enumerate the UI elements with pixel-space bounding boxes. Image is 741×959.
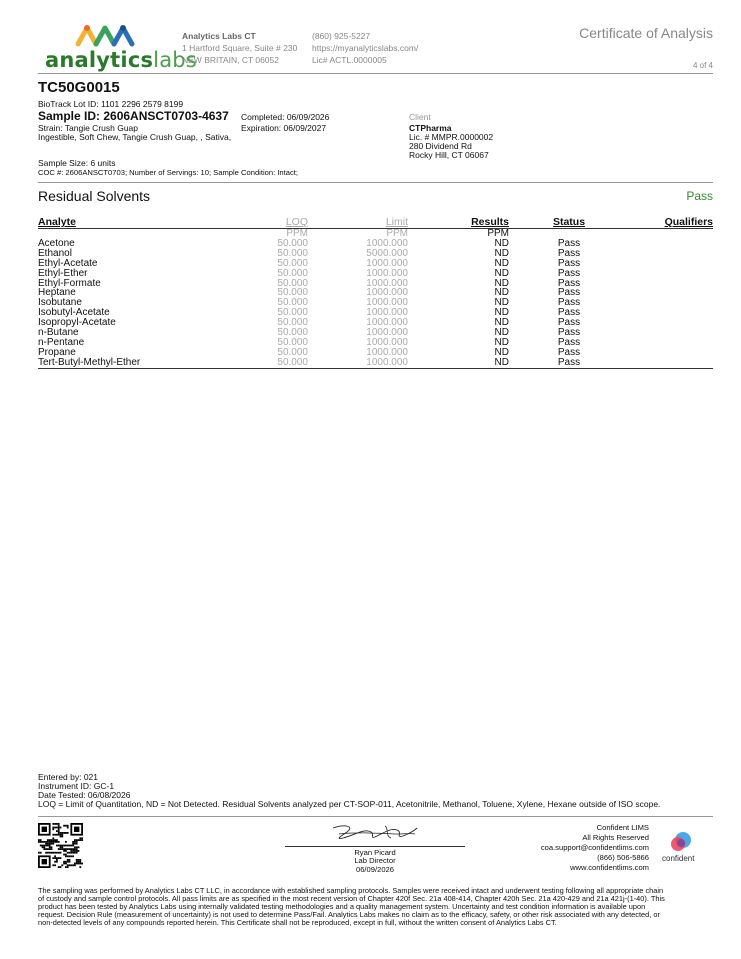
page-number: 4 of 4	[692, 61, 713, 70]
entered-by: Entered by: 021	[38, 772, 99, 782]
limit-cell: 1000.000	[366, 317, 408, 329]
instrument-id: Instrument ID: GC-1	[38, 781, 115, 791]
limit-cell: 1000.000	[366, 346, 408, 358]
qualifiers-cell	[629, 318, 713, 328]
loq-cell: 50.000	[277, 317, 308, 329]
result-cell: ND	[494, 297, 509, 309]
sample-code: TC50G0015	[38, 79, 120, 96]
expiration-date: Expiration: 06/09/2027	[241, 123, 327, 133]
result-cell: ND	[494, 257, 509, 269]
status-cell: Pass	[557, 257, 581, 269]
confident-logo-icon	[669, 831, 693, 853]
confident-web[interactable]: www.confidentlims.com	[570, 863, 649, 872]
date-tested: Date Tested: 06/08/2026	[38, 790, 131, 800]
limit-cell: 1000.000	[366, 336, 408, 348]
loq-cell: 50.000	[277, 307, 308, 319]
logo-text-bold: analytics	[45, 48, 154, 72]
signer-date: 06/09/2026	[355, 864, 394, 874]
disclaimer-line-5: non-detected levels of any compounds reported herein. This Certificate shall not be reproduced, except in full, without the written consent of Analytics Labs CT.	[38, 918, 557, 927]
qualifiers-cell	[629, 249, 713, 259]
loq-cell: 50.000	[277, 327, 308, 339]
limit-cell: 1000.000	[366, 267, 408, 279]
qualifiers-cell	[629, 298, 713, 308]
disclaimer-line-3: product has been tested by Analytics Labs using internally validated testing methodologies and a quality management system. Uncertainty and test condition information is available upon	[38, 902, 646, 911]
col-results: Results	[408, 216, 509, 229]
logo-mark-icon	[75, 22, 145, 48]
qualifiers-cell	[629, 239, 713, 249]
analyte-cell: Isobutane	[38, 297, 82, 309]
col-qualifiers: Qualifiers	[629, 216, 713, 229]
lab-name: Analytics Labs CT	[182, 31, 256, 41]
analyte-cell: Isopropyl-Acetate	[38, 317, 116, 329]
lab-phone: (860) 925-5227	[312, 31, 371, 41]
sample-size: Sample Size: 6 units	[38, 158, 116, 168]
status-cell: Pass	[557, 346, 581, 358]
client-license: Lic. # MMPR.0000002	[409, 132, 494, 142]
lab-website[interactable]: https://myanalyticslabs.com/	[312, 43, 419, 53]
analyte-cell: Ethyl-Acetate	[38, 257, 98, 269]
client-address-1: 280 Dividend Rd	[409, 141, 472, 151]
confident-info	[541, 823, 649, 873]
limit-cell: 1000.000	[308, 358, 408, 368]
status-cell: Pass	[557, 287, 581, 299]
loq-cell: 50.000	[277, 277, 308, 289]
limit-cell: 1000.000	[366, 307, 408, 319]
confident-rights: All Rights Reserved	[582, 833, 649, 842]
result-cell: ND	[494, 277, 509, 289]
loq-cell: 50.000	[277, 336, 308, 348]
biotrack-lot: BioTrack Lot ID: 1101 2296 2579 8199	[38, 99, 184, 109]
limit-cell: 1000.000	[366, 237, 408, 249]
status-cell: Pass	[557, 307, 581, 319]
limit-cell: 1000.000	[366, 287, 408, 299]
status-cell: Pass	[557, 297, 581, 309]
analyte-cell: Ethyl-Formate	[38, 277, 101, 289]
qualifiers-cell	[629, 338, 713, 348]
status-cell: Pass	[557, 267, 581, 279]
sample-description: Ingestible, Soft Chew, Tangie Crush Guap, , Sativa,	[38, 132, 232, 142]
status-cell: Pass	[557, 237, 581, 249]
qr-code-icon[interactable]	[38, 823, 83, 868]
col-limit: Limit	[308, 216, 408, 229]
doc-title: Certificate of Analysis	[579, 25, 713, 41]
unit-loq: PPM	[286, 228, 308, 239]
section-title: Residual Solvents	[38, 188, 151, 204]
strain: Strain: Tangie Crush Guap	[38, 123, 139, 133]
status-cell: Pass	[557, 317, 581, 329]
table-row	[38, 358, 713, 368]
confident-email[interactable]: coa.support@confidentlims.com	[540, 843, 649, 852]
sample-divider	[38, 182, 713, 183]
unit-results: PPM	[487, 228, 509, 239]
qualifiers-cell	[629, 328, 713, 338]
qualifiers-cell	[629, 288, 713, 298]
result-cell: ND	[494, 267, 509, 279]
result-cell: ND	[494, 247, 509, 259]
result-cell: ND	[494, 336, 509, 348]
analyte-cell: Isobutyl-Acetate	[38, 307, 110, 319]
loq-cell: 50.000	[218, 358, 308, 368]
status-cell: Pass	[509, 358, 629, 368]
lab-license: Lic# ACTL.0000005	[312, 55, 387, 65]
signer-block	[285, 849, 465, 874]
qualifiers-cell	[629, 358, 713, 368]
loq-cell: 50.000	[277, 237, 308, 249]
signer-name: Ryan Picard	[354, 848, 396, 857]
qualifiers-cell	[629, 348, 713, 358]
loq-cell: 50.000	[277, 257, 308, 269]
client-name: CTPharma	[409, 123, 452, 133]
signer-title: Lab Director	[354, 856, 396, 866]
header-divider	[38, 73, 713, 74]
lab-logo	[45, 22, 197, 72]
unit-limit: PPM	[386, 228, 408, 239]
completed-date: Completed: 06/09/2026	[241, 112, 330, 122]
loq-cell: 50.000	[277, 267, 308, 279]
coc-info: COC #: 2606ANSCT0703; Number of Servings: 10; Sample Condition: Intact;	[38, 168, 299, 177]
result-cell: ND	[494, 237, 509, 249]
limit-cell: 1000.000	[366, 327, 408, 339]
limit-cell: 5000.000	[366, 247, 408, 259]
analyte-cell: Tert-Butyl-Methyl-Ether	[38, 358, 218, 368]
limit-cell: 1000.000	[366, 297, 408, 309]
col-status: Status	[509, 216, 629, 229]
result-cell: ND	[494, 327, 509, 339]
confident-name: Confident LIMS	[596, 823, 649, 832]
loq-cell: 50.000	[277, 346, 308, 358]
section-status: Pass	[686, 189, 713, 203]
confident-phone: (866) 506-5866	[597, 853, 649, 862]
status-cell: Pass	[557, 277, 581, 289]
qualifiers-cell	[629, 259, 713, 269]
residual-solvents-table	[38, 216, 713, 369]
lab-address-2: NEW BRITAIN, CT 06052	[182, 55, 279, 65]
status-cell: Pass	[557, 336, 581, 348]
col-loq: LOQ	[218, 216, 308, 229]
analyte-cell: Propane	[38, 346, 76, 358]
analyte-cell: n-Pentane	[38, 336, 85, 348]
analyte-cell: Ethyl-Ether	[38, 267, 88, 279]
lab-address-1: 1 Hartford Square, Suite # 230	[182, 43, 298, 53]
confident-logo-label: confident	[662, 854, 695, 863]
disclaimer-line-2: of custody and sample control protocols. All pass limits are as specified in the most recent version of Chapter 420f Sec. 21a 408-414, Chapter 420h Sec. 21a 420-429 and 21a 421j-(1-40). This	[38, 894, 665, 903]
limit-cell: 1000.000	[366, 257, 408, 269]
signature-icon	[325, 822, 420, 846]
status-cell: Pass	[557, 327, 581, 339]
signature-line	[285, 846, 465, 847]
lab-contact	[312, 30, 418, 66]
sample-id: Sample ID: 2606ANSCT0703-4637	[38, 109, 229, 123]
analyte-cell: Acetone	[38, 237, 75, 249]
result-cell: ND	[408, 358, 509, 368]
result-cell: ND	[494, 317, 509, 329]
table-header-row	[38, 216, 713, 229]
result-cell: ND	[494, 287, 509, 299]
logo-text-light: labs	[153, 48, 197, 72]
analyte-cell: Ethanol	[38, 247, 72, 259]
analyte-cell: Heptane	[38, 287, 76, 299]
client-label: Client	[409, 112, 431, 122]
notes-divider	[38, 816, 713, 817]
disclaimer-line-4: request. Decision Rule (measurement of uncertainty) is not used to determine Pass/Fail. Analytics Labs makes no claim as to the efficacy, safety, or other risk associated with any detected, or	[38, 910, 660, 919]
qualifiers-cell	[629, 279, 713, 289]
loq-note: LOQ = Limit of Quantitation, ND = Not Detected. Residual Solvents analyzed per CT-SOP-011, Acetonitrile, Methanol, Toluene, Xylene, Hexane outside of ISO scope.	[38, 799, 661, 809]
disclaimer	[38, 887, 718, 927]
qualifiers-cell	[629, 269, 713, 279]
client-address-2: Rocky Hill, CT 06067	[409, 150, 489, 160]
lab-info	[182, 30, 297, 66]
status-cell: Pass	[557, 247, 581, 259]
limit-cell: 1000.000	[366, 277, 408, 289]
loq-cell: 50.000	[277, 297, 308, 309]
analyte-cell: n-Butane	[38, 327, 79, 339]
result-cell: ND	[494, 346, 509, 358]
loq-cell: 50.000	[277, 287, 308, 299]
disclaimer-line-1: The sampling was performed by Analytics Labs CT LLC, in accordance with established sampling protocols. Samples were received intact and underwent testing following all appropriate chain	[38, 886, 664, 895]
result-cell: ND	[494, 307, 509, 319]
loq-cell: 50.000	[277, 247, 308, 259]
col-analyte: Analyte	[38, 216, 218, 229]
qualifiers-cell	[629, 308, 713, 318]
